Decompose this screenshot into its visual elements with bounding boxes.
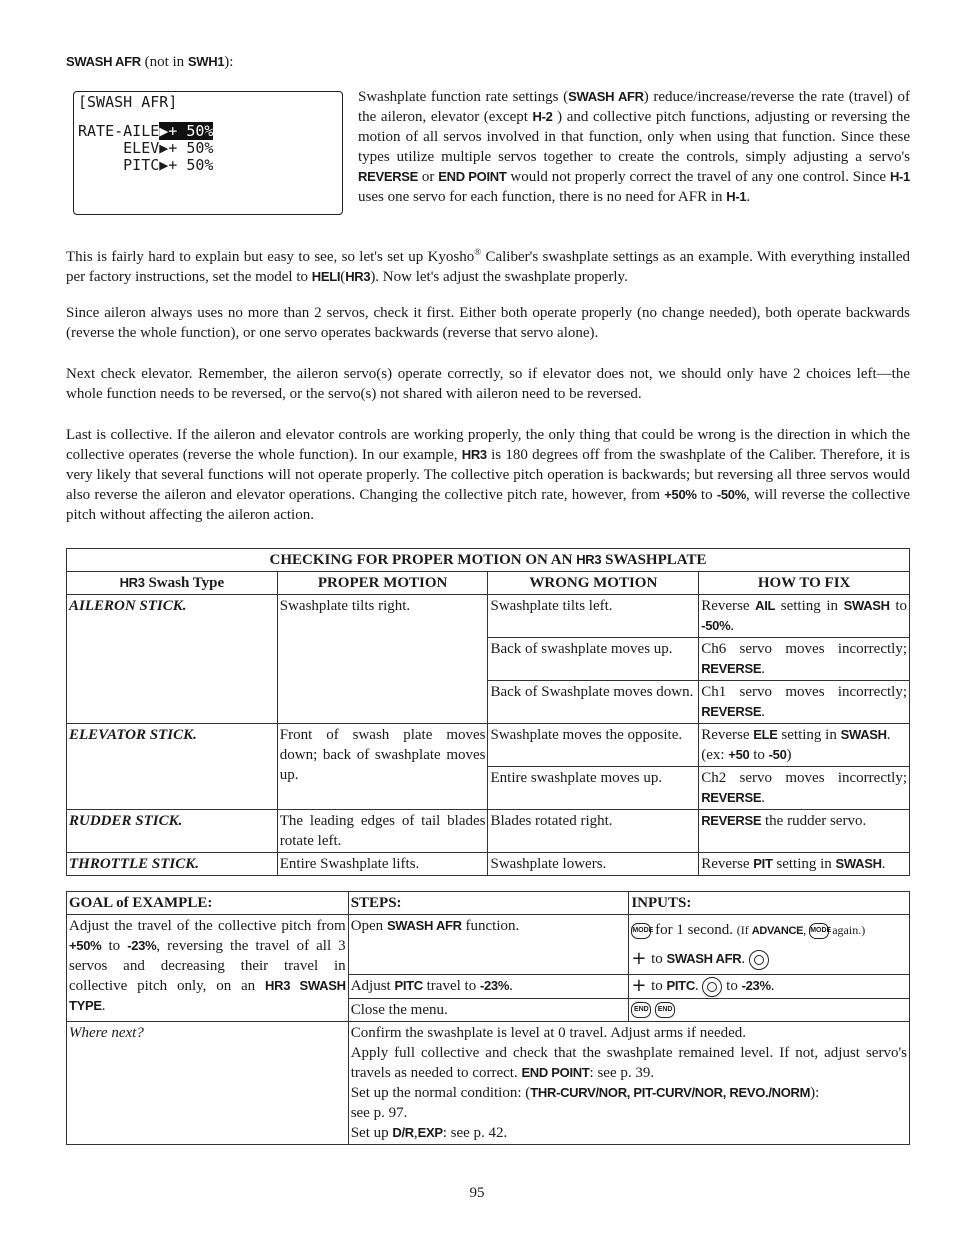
aileron-stick-cell: AILERON STICK. xyxy=(67,595,278,724)
lcd-title: [SWASH AFR] xyxy=(78,93,178,111)
table-title: CHECKING FOR PROPER MOTION ON AN HR3 SWASHPLATE xyxy=(67,549,910,572)
end-button-icon: END xyxy=(655,1002,675,1018)
lcd-line-rate: RATE-AILE▶+ 50% xyxy=(78,122,214,140)
table-title-row xyxy=(67,549,910,572)
cursor-pad-icon xyxy=(631,979,647,995)
elevator-stick-cell: ELEVATOR STICK. xyxy=(67,724,278,810)
lcd-screen xyxy=(73,91,343,215)
rudder-stick-cell: RUDDER STICK. xyxy=(67,810,278,853)
table-row xyxy=(67,1021,910,1144)
throttle-stick-cell: THROTTLE STICK. xyxy=(67,853,278,876)
col-wrong-motion: WRONG MOTION xyxy=(488,572,699,595)
dial-icon xyxy=(749,950,769,970)
cursor-pad-icon xyxy=(631,952,647,968)
col-proper-motion: PROPER MOTION xyxy=(277,572,488,595)
table-row: Adjust PITC travel to -23%. + to PITC. to -23%. xyxy=(67,975,910,999)
lcd-line-pitc: PITC▶+ 50% xyxy=(78,156,214,174)
mode-button-icon: MODE xyxy=(631,923,651,939)
paragraph-collective: Last is collective. If the aileron and elevator controls are working properly, the only thing that could be wrong is the direction in which the collective operates (reverse the whole function). In our example, HR3 is 180 degrees off from the swashplate of the Caliber. Therefore, it is very likely that several functions will not operate properly. The collective pitch operation is backwards; but reversing all three servos would also reverse the aileron and elevator operations. Changing the collective pitch rate, however, from +50% to -50%, will reverse the collective pitch without affecting the aileron action. xyxy=(66,427,910,523)
table-row: Adjust the travel of the collective pitch from +50% to -23%, reversing the travel of all 3 servos and decreasing their travel in collective pitch only, on an HR3 SWASH TYPE. Open SWASH AFR function. MODE for 1 second. (If ADVANCE, MODE again.) + to SWASH AFR. xyxy=(67,915,910,975)
col-swash-type: HR3 Swash Type xyxy=(67,572,278,595)
col-how-to-fix: HOW TO FIX xyxy=(699,572,910,595)
table-row: Back of Swashplate moves down. Ch1 servo moves incorrectly; REVERSE. xyxy=(67,681,910,724)
paragraph-elevator: Next check elevator. Remember, the aileron servo(s) operate correctly, so if elevator does not, we should only have 2 choices left—the whole function needs to be reversed, or the servo(s) not shared with aileron need to be reversed. xyxy=(66,366,910,402)
table-header-row: GOAL of EXAMPLE: STEPS: INPUTS: xyxy=(67,892,910,915)
where-next-label: Where next? xyxy=(67,1021,349,1144)
paragraph-aileron: Since aileron always uses no more than 2 servos, check it first. Either both operate properly (no change needed), both operate backwards (reverse the whole function), or one servo operates backwards (reverse that servo alone). xyxy=(66,305,910,341)
intro-paragraph: Swashplate function rate settings (SWASH AFR) reduce/increase/reverse the rate (travel) of the aileron, elevator (except H-2 ) and collective pitch functions, adjusting or reversing the motion of all servos involved in that function, only when using that function. Since these types utilize multiple servos together to create the controls, simply adjusting a servo's REVERSE or END POINT would not properly correct the travel of any one control. Since H-1 uses one servo for each function, there is no need for AFR in H-1. xyxy=(358,89,910,205)
table-header-row xyxy=(67,572,910,595)
table-row: Back of swashplate moves up. Ch6 servo moves incorrectly; REVERSE. xyxy=(67,638,910,681)
dial-icon xyxy=(702,977,722,997)
table-row: Entire swashplate moves up. Ch2 servo moves incorrectly; REVERSE. xyxy=(67,767,910,810)
table-row: AILERON STICK. Swashplate tilts right. Swashplate tilts left. Reverse AIL setting in SWASH to -50%. xyxy=(67,595,910,638)
section-heading: SWASH AFR (not in SWH1): xyxy=(66,54,234,70)
table-row: THROTTLE STICK. Entire Swashplate lifts. Swashplate lowers. Reverse PIT setting in SWASH. xyxy=(67,853,910,876)
table-row: RUDDER STICK. The leading edges of tail blades rotate left. Blades rotated right. REVERSE the rudder servo. xyxy=(67,810,910,853)
goal-cell: Adjust the travel of the collective pitch from +50% to -23%, reversing the travel of all 3 servos and decreasing their travel in collective pitch only, on an HR3 SWASH TYPE. xyxy=(67,915,349,1022)
heading-keyword: SWASH AFR xyxy=(66,54,141,69)
paragraph-setup: This is fairly hard to explain but easy to see, so let's set up Kyosho® Caliber's swashplate settings as an example. With everything installed per factory instructions, set the model to HELI(HR3). Now let's adjust the swashplate properly. xyxy=(66,247,910,285)
table-row: Close the menu. END END xyxy=(67,998,910,1021)
page-number: 95 xyxy=(469,1185,485,1201)
lcd-line-elev: ELEV▶+ 50% xyxy=(78,139,214,157)
end-button-icon: END xyxy=(631,1002,651,1018)
where-next-content: Confirm the swashplate is level at 0 travel. Adjust arms if needed. Apply full collective and check that the swashplate remained level. If not, adjust servo's travels as needed to correct. END POINT: see p. 39. Set up the normal condition: (THR-CURV/NOR, PIT-CURV/NOR, REVO./NORM): see p. 97. Set up D/R,EXP: see p. 42. xyxy=(348,1021,909,1144)
motion-check-table xyxy=(66,548,910,876)
table-row: ELEVATOR STICK. Front of swash plate moves down; back of swashplate moves up. Swashplate moves the opposite. Reverse ELE setting in SWASH. (ex: +50 to -50) xyxy=(67,724,910,767)
mode-button-icon: MODE xyxy=(809,923,829,939)
example-steps-table xyxy=(66,891,910,1145)
